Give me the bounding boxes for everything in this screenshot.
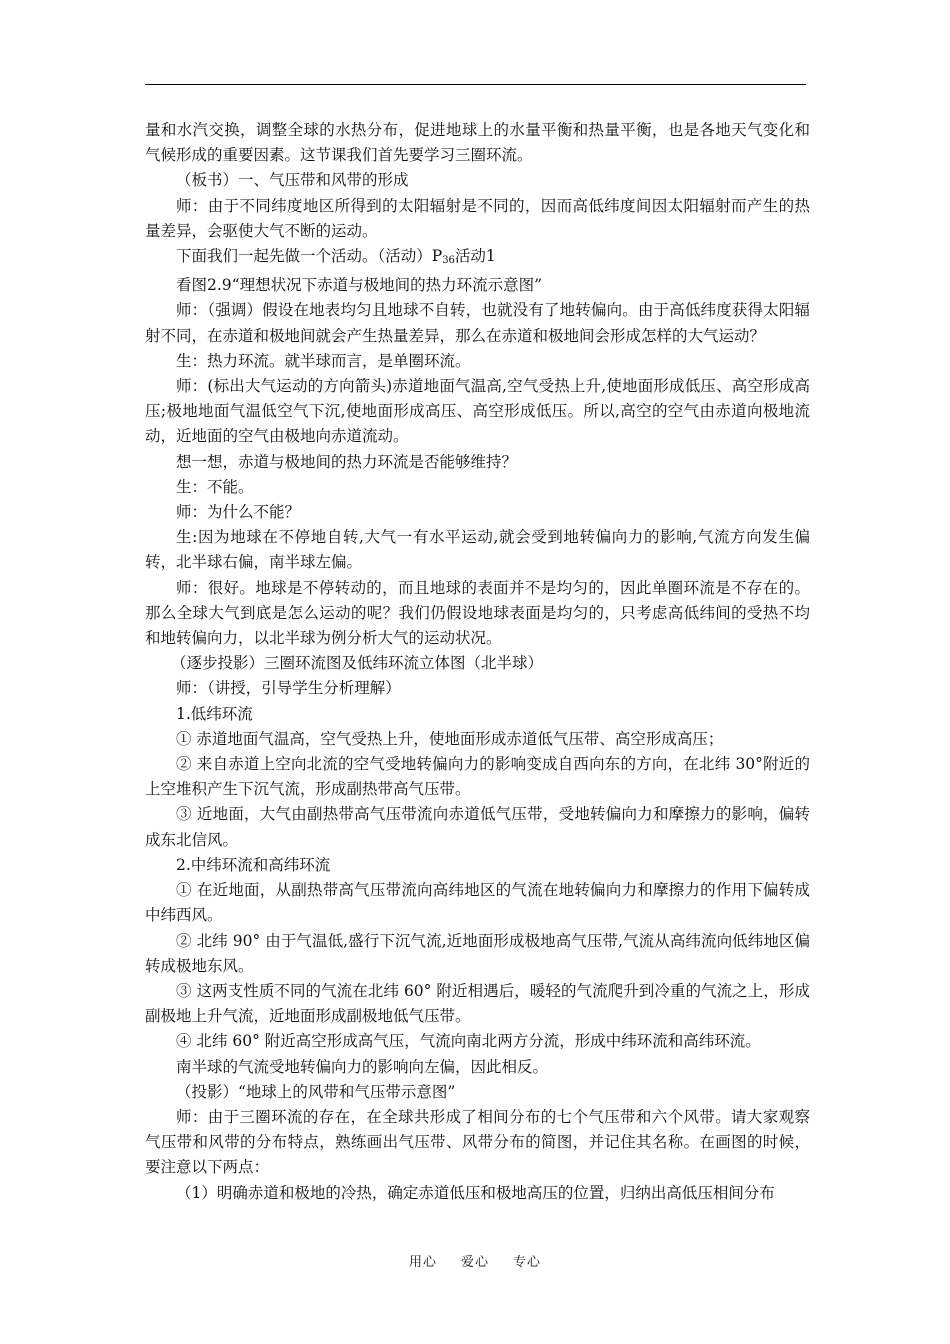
footer-text: 专心 [513, 1255, 542, 1270]
paragraph: 师：（讲授，引导学生分析理解） [176, 679, 401, 698]
paragraph: （板书）一、气压带和风带的形成 [176, 171, 409, 190]
paragraph: 量和水汽交换，调整全球的水热分布，促进地球上的水量平衡和热量平衡，也是各地天气变化和气候形成的重要因素。这节课我们首先要学习三圈环流。 [145, 121, 810, 165]
paragraph: 看图2.9“理想状况下赤道与极地间的热力环流示意图” [176, 276, 542, 295]
page-footer [0, 1251, 950, 1270]
paragraph: 师：(标出大气运动的方向箭头)赤道地面气温高,空气受热上升,使地面形成低压、高空形成高压;极地地面气温低空气下沉,使地面形成高压、高空形成低压。所以,高空的空气由赤道向极地流动，近地面的空气由极地向赤道流动。 [145, 377, 810, 446]
paragraph: （投影）“地球上的风带和气压带示意图” [176, 1082, 456, 1101]
paragraph: 师：由于不同纬度地区所得到的太阳辐射是不同的，因而高低纬度间因太阳辐射而产生的热量差异，会驱使大气不断的运动。 [145, 196, 810, 240]
paragraph: 师：很好。地球是不停转动的，而且地球的表面并不是均匀的，因此单圈环流是不存在的。那么全球大气到底是怎么运动的呢？我们仍假设地球表面是均匀的，只考虑高低纬间的受热不均和地转偏向力，以北半球为例分析大气的运动状况。 [145, 578, 810, 648]
page-subscript: 36 [442, 255, 455, 267]
paragraph: ② 来自赤道上空向北流的空气受地转偏向力的影响变成自西向东的方向，在北纬 30°附近的上空堆积产生下沉气流，形成副热带高气压带。 [145, 755, 810, 799]
paragraph: （逐步投影）三圈环流图及低纬环流立体图（北半球） [171, 654, 544, 673]
paragraph: 师：为什么不能？ [176, 503, 301, 522]
paragraph: 师：（强调）假设在地表均匀且地球不自转，也就没有了地转偏向。由于高低纬度获得太阳辐射不同，在赤道和极地间就会产生热量差异，那么在赤道和极地间会形成怎样的大气运动？ [145, 301, 810, 345]
paragraph: 生：热力环流。就半球而言，是单圈环流。 [176, 351, 471, 370]
paragraph: 生:因为地球在不停地自转,大气一有水平运动,就会受到地转偏向力的影响,气流方向发生偏转，北半球右偏，南半球左偏。 [145, 528, 810, 572]
paragraph: （1）明确赤道和极地的冷热，确定赤道低压和极地高压的位置，归纳出高低压相间分布 [176, 1183, 775, 1202]
paragraph: ④ 北纬 60° 附近高空形成高气压，气流向南北两方分流，形成中纬环流和高纬环流。 [176, 1032, 761, 1051]
paragraph: 师：由于三圈环流的存在，在全球共形成了相间分布的七个气压带和六个风带。请大家观察气压带和风带的分布特点，熟练画出气压带、风带分布的简图，并记住其名称。在画图的时候，要注意以下两点： [145, 1107, 810, 1177]
paragraph: ③ 这两支性质不同的气流在北纬 60° 附近相遇后，暖轻的气流爬升到冷重的气流之上，形成副极地上升气流，近地面形成副极地低气压带。 [145, 981, 810, 1026]
paragraph: ③ 近地面，大气由副热带高气压带流向赤道低气压带，受地转偏向力和摩擦力的影响，偏转成东北信风。 [145, 805, 810, 849]
paragraph-text: 下面我们一起先做一个活动。（活动）P [176, 247, 443, 266]
body-text [145, 118, 810, 1206]
paragraph: ① 赤道地面气温高，空气受热上升，使地面形成赤道低气压带、高空形成高压； [176, 729, 724, 748]
paragraph: ① 在近地面，从副热带高气压带流向高纬地区的气流在地转偏向力和摩擦力的作用下偏转成中纬西风。 [145, 881, 810, 925]
paragraph: 生：不能。 [176, 477, 254, 496]
paragraph: 1.低纬环流 [176, 704, 253, 723]
paragraph: ② 北纬 90° 由于气温低,盛行下沉气流,近地面形成极地高气压带,气流从高纬流向低纬地区偏转成极地东风。 [145, 931, 810, 975]
paragraph: 2.中纬环流和高纬环流 [176, 855, 331, 874]
footer-text: 用心 [408, 1255, 437, 1270]
footer-text: 爱心 [460, 1255, 489, 1270]
paragraph-text: 活动1 [454, 247, 496, 266]
paragraph: 南半球的气流受地转偏向力的影响向左偏，因此相反。 [176, 1057, 549, 1076]
paragraph [145, 244, 810, 273]
paragraph: 想一想，赤道与极地间的热力环流是否能够维持？ [176, 452, 518, 471]
header-rule [145, 84, 806, 85]
